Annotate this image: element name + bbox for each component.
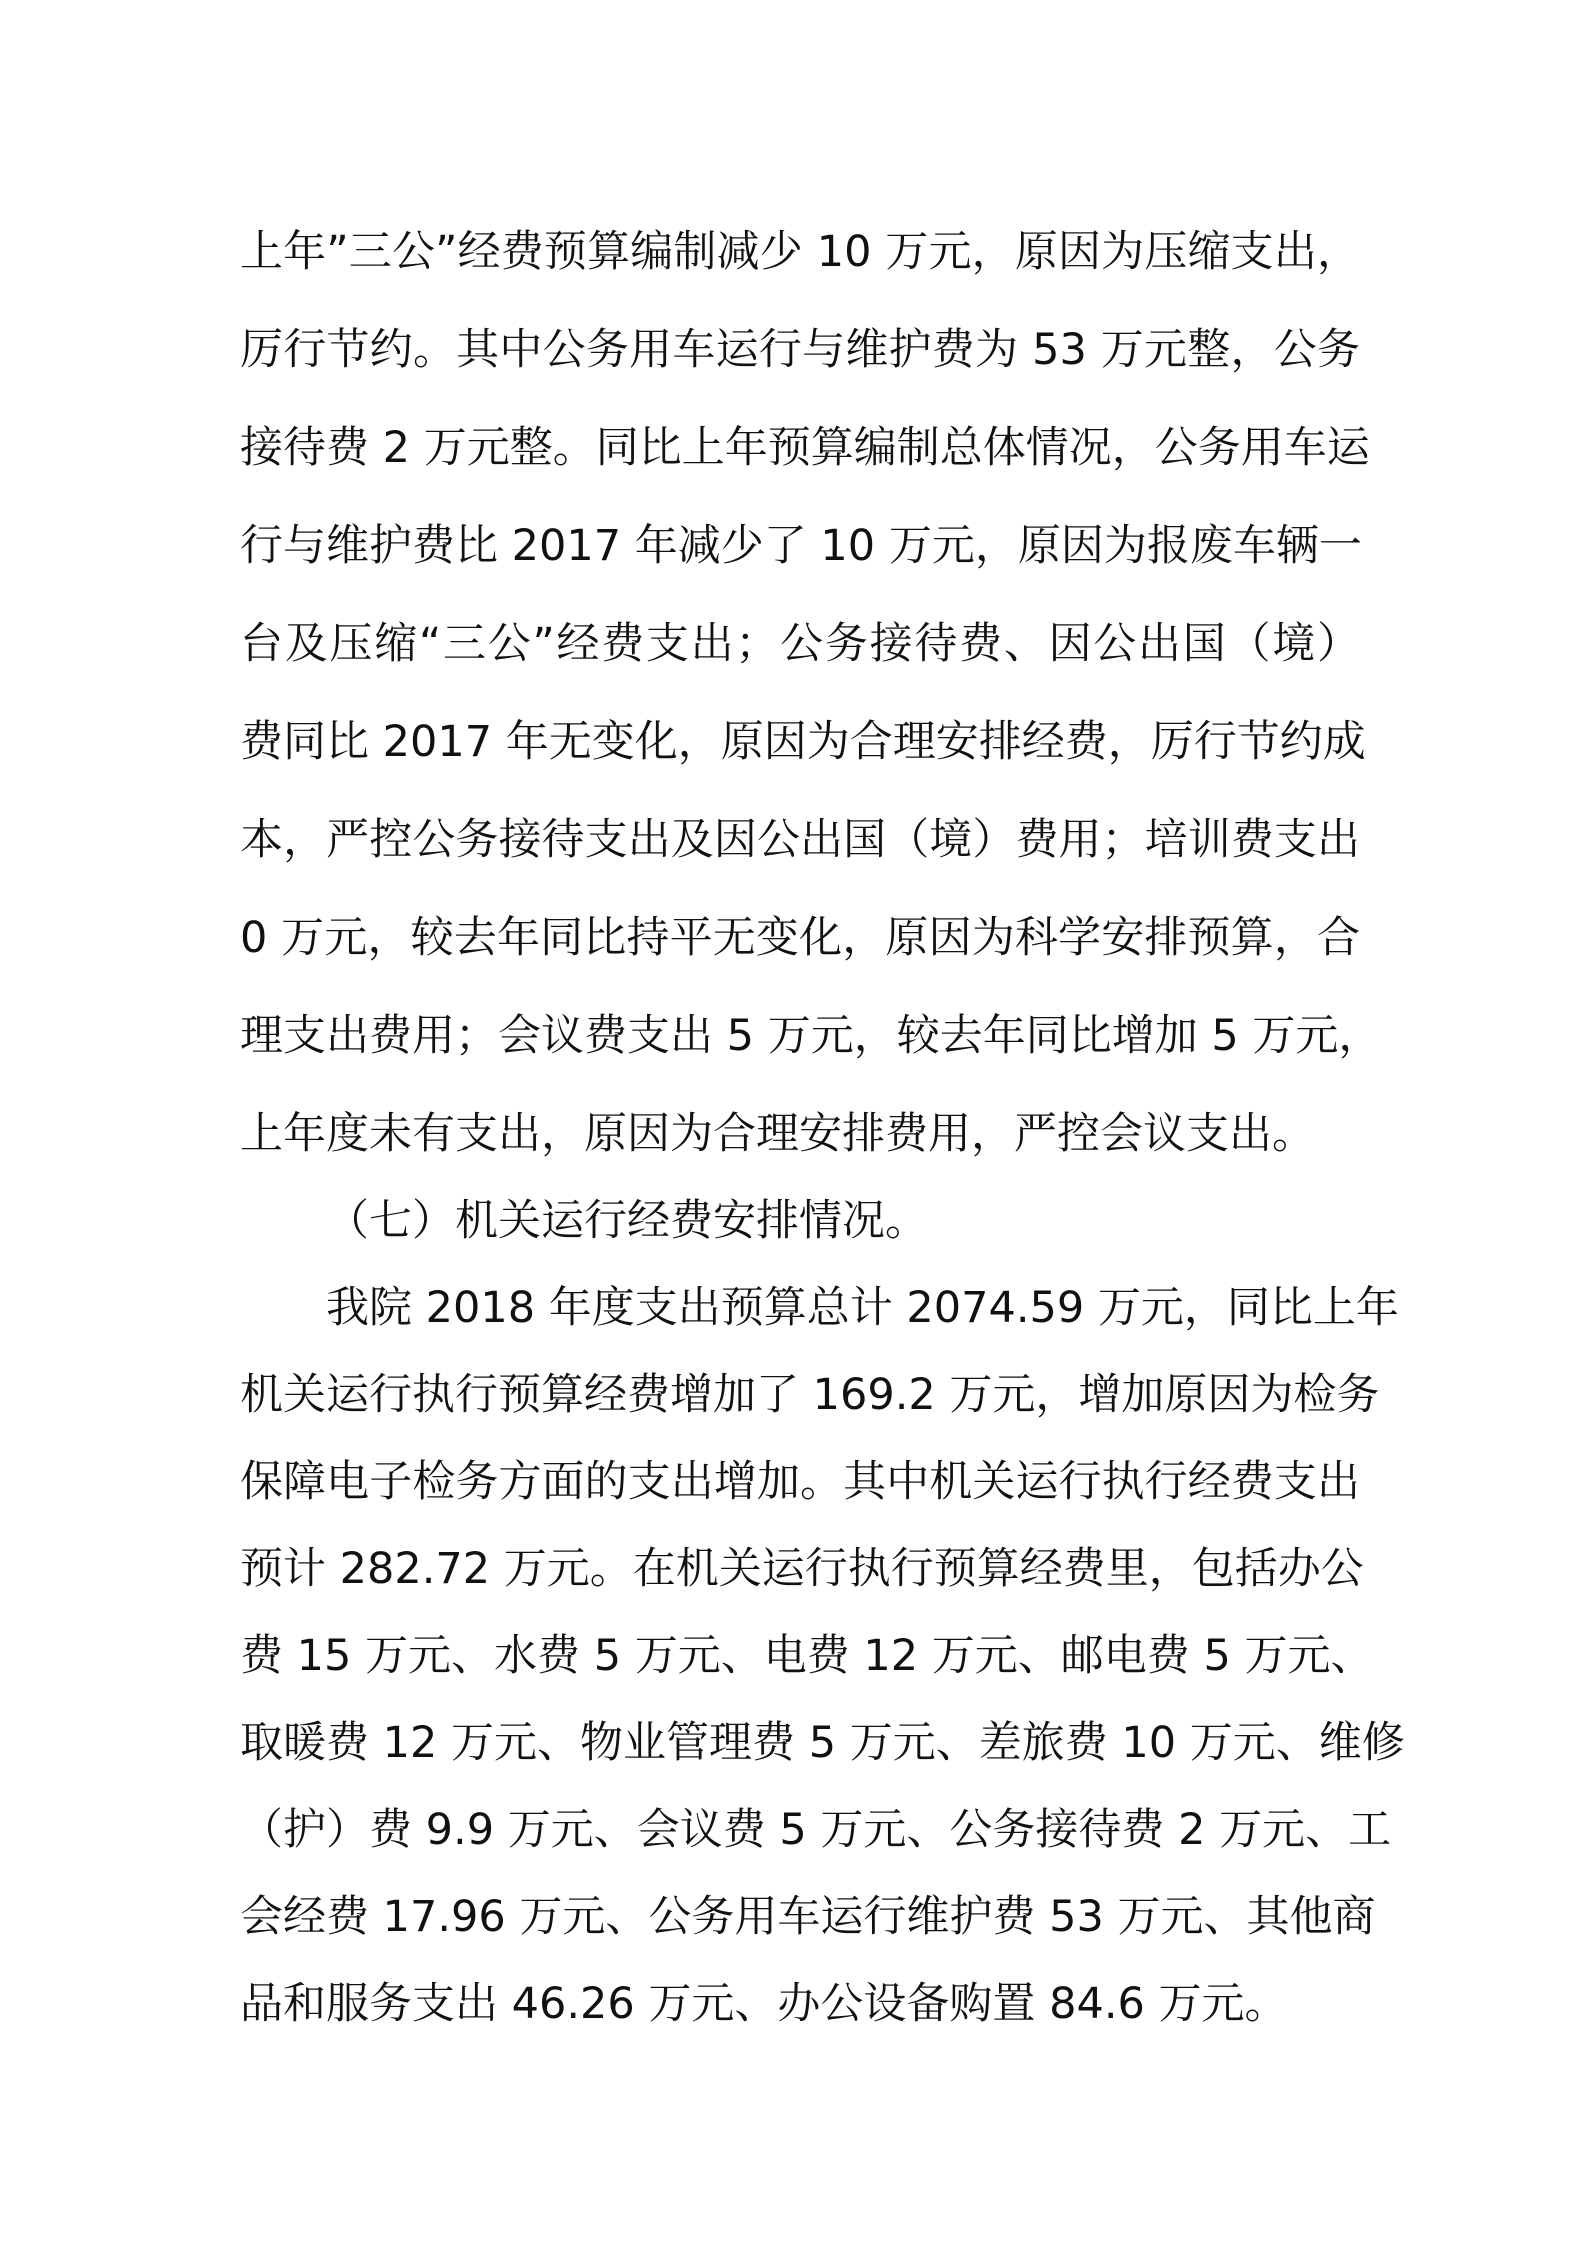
paragraph-line: 接待费 2 万元整。同比上年预算编制总体情况，公务用车运 bbox=[240, 423, 1370, 473]
paragraph-line: 保障电子检务方面的支出增加。其中机关运行执行经费支出 bbox=[240, 1457, 1360, 1507]
paragraph-line: 费 15 万元、水费 5 万元、电费 12 万元、邮电费 5 万元、 bbox=[240, 1631, 1374, 1681]
paragraph-line: 0 万元，较去年同比持平无变化，原因为科学安排预算，合 bbox=[240, 913, 1360, 963]
paragraph-line: 取暖费 12 万元、物业管理费 5 万元、差旅费 10 万元、维修 bbox=[240, 1718, 1405, 1768]
paragraph-line: 理支出费用；会议费支出 5 万元，较去年同比增加 5 万元， bbox=[240, 1011, 1382, 1061]
paragraph-line: 台及压缩“三公”经费支出；公务接待费、因公出国（境） bbox=[240, 619, 1360, 669]
paragraph-line: 品和服务支出 46.26 万元、办公设备购置 84.6 万元。 bbox=[240, 1979, 1288, 2029]
paragraph-line: 本，严控公务接待支出及因公出国（境）费用；培训费支出 bbox=[240, 815, 1360, 865]
paragraph-line: 上年”三公”经费预算编制减少 10 万元，原因为压缩支出， bbox=[240, 227, 1360, 277]
paragraph-line: 机关运行执行预算经费增加了 169.2 万元，增加原因为检务 bbox=[240, 1370, 1380, 1420]
paragraph-line: （护）费 9.9 万元、会议费 5 万元、公务接待费 2 万元、工 bbox=[240, 1805, 1392, 1855]
paragraph-line: 会经费 17.96 万元、公务用车运行维护费 53 万元、其他商 bbox=[240, 1892, 1376, 1942]
paragraph-line: 行与维护费比 2017 年减少了 10 万元，原因为报废车辆一 bbox=[240, 521, 1362, 571]
paragraph-line: 厉行节约。其中公务用车运行与维护费为 53 万元整，公务 bbox=[240, 325, 1360, 375]
paragraph-line: 预计 282.72 万元。在机关运行执行预算经费里，包括办公 bbox=[240, 1544, 1364, 1594]
paragraph-line: 我院 2018 年度支出预算总计 2074.59 万元，同比上年 bbox=[326, 1283, 1399, 1333]
paragraph-line: 费同比 2017 年无变化，原因为合理安排经费，厉行节约成 bbox=[240, 717, 1366, 767]
section-heading: （七）机关运行经费安排情况。 bbox=[326, 1196, 928, 1246]
paragraph-line: 上年度未有支出，原因为合理安排费用，严控会议支出。 bbox=[240, 1109, 1315, 1159]
